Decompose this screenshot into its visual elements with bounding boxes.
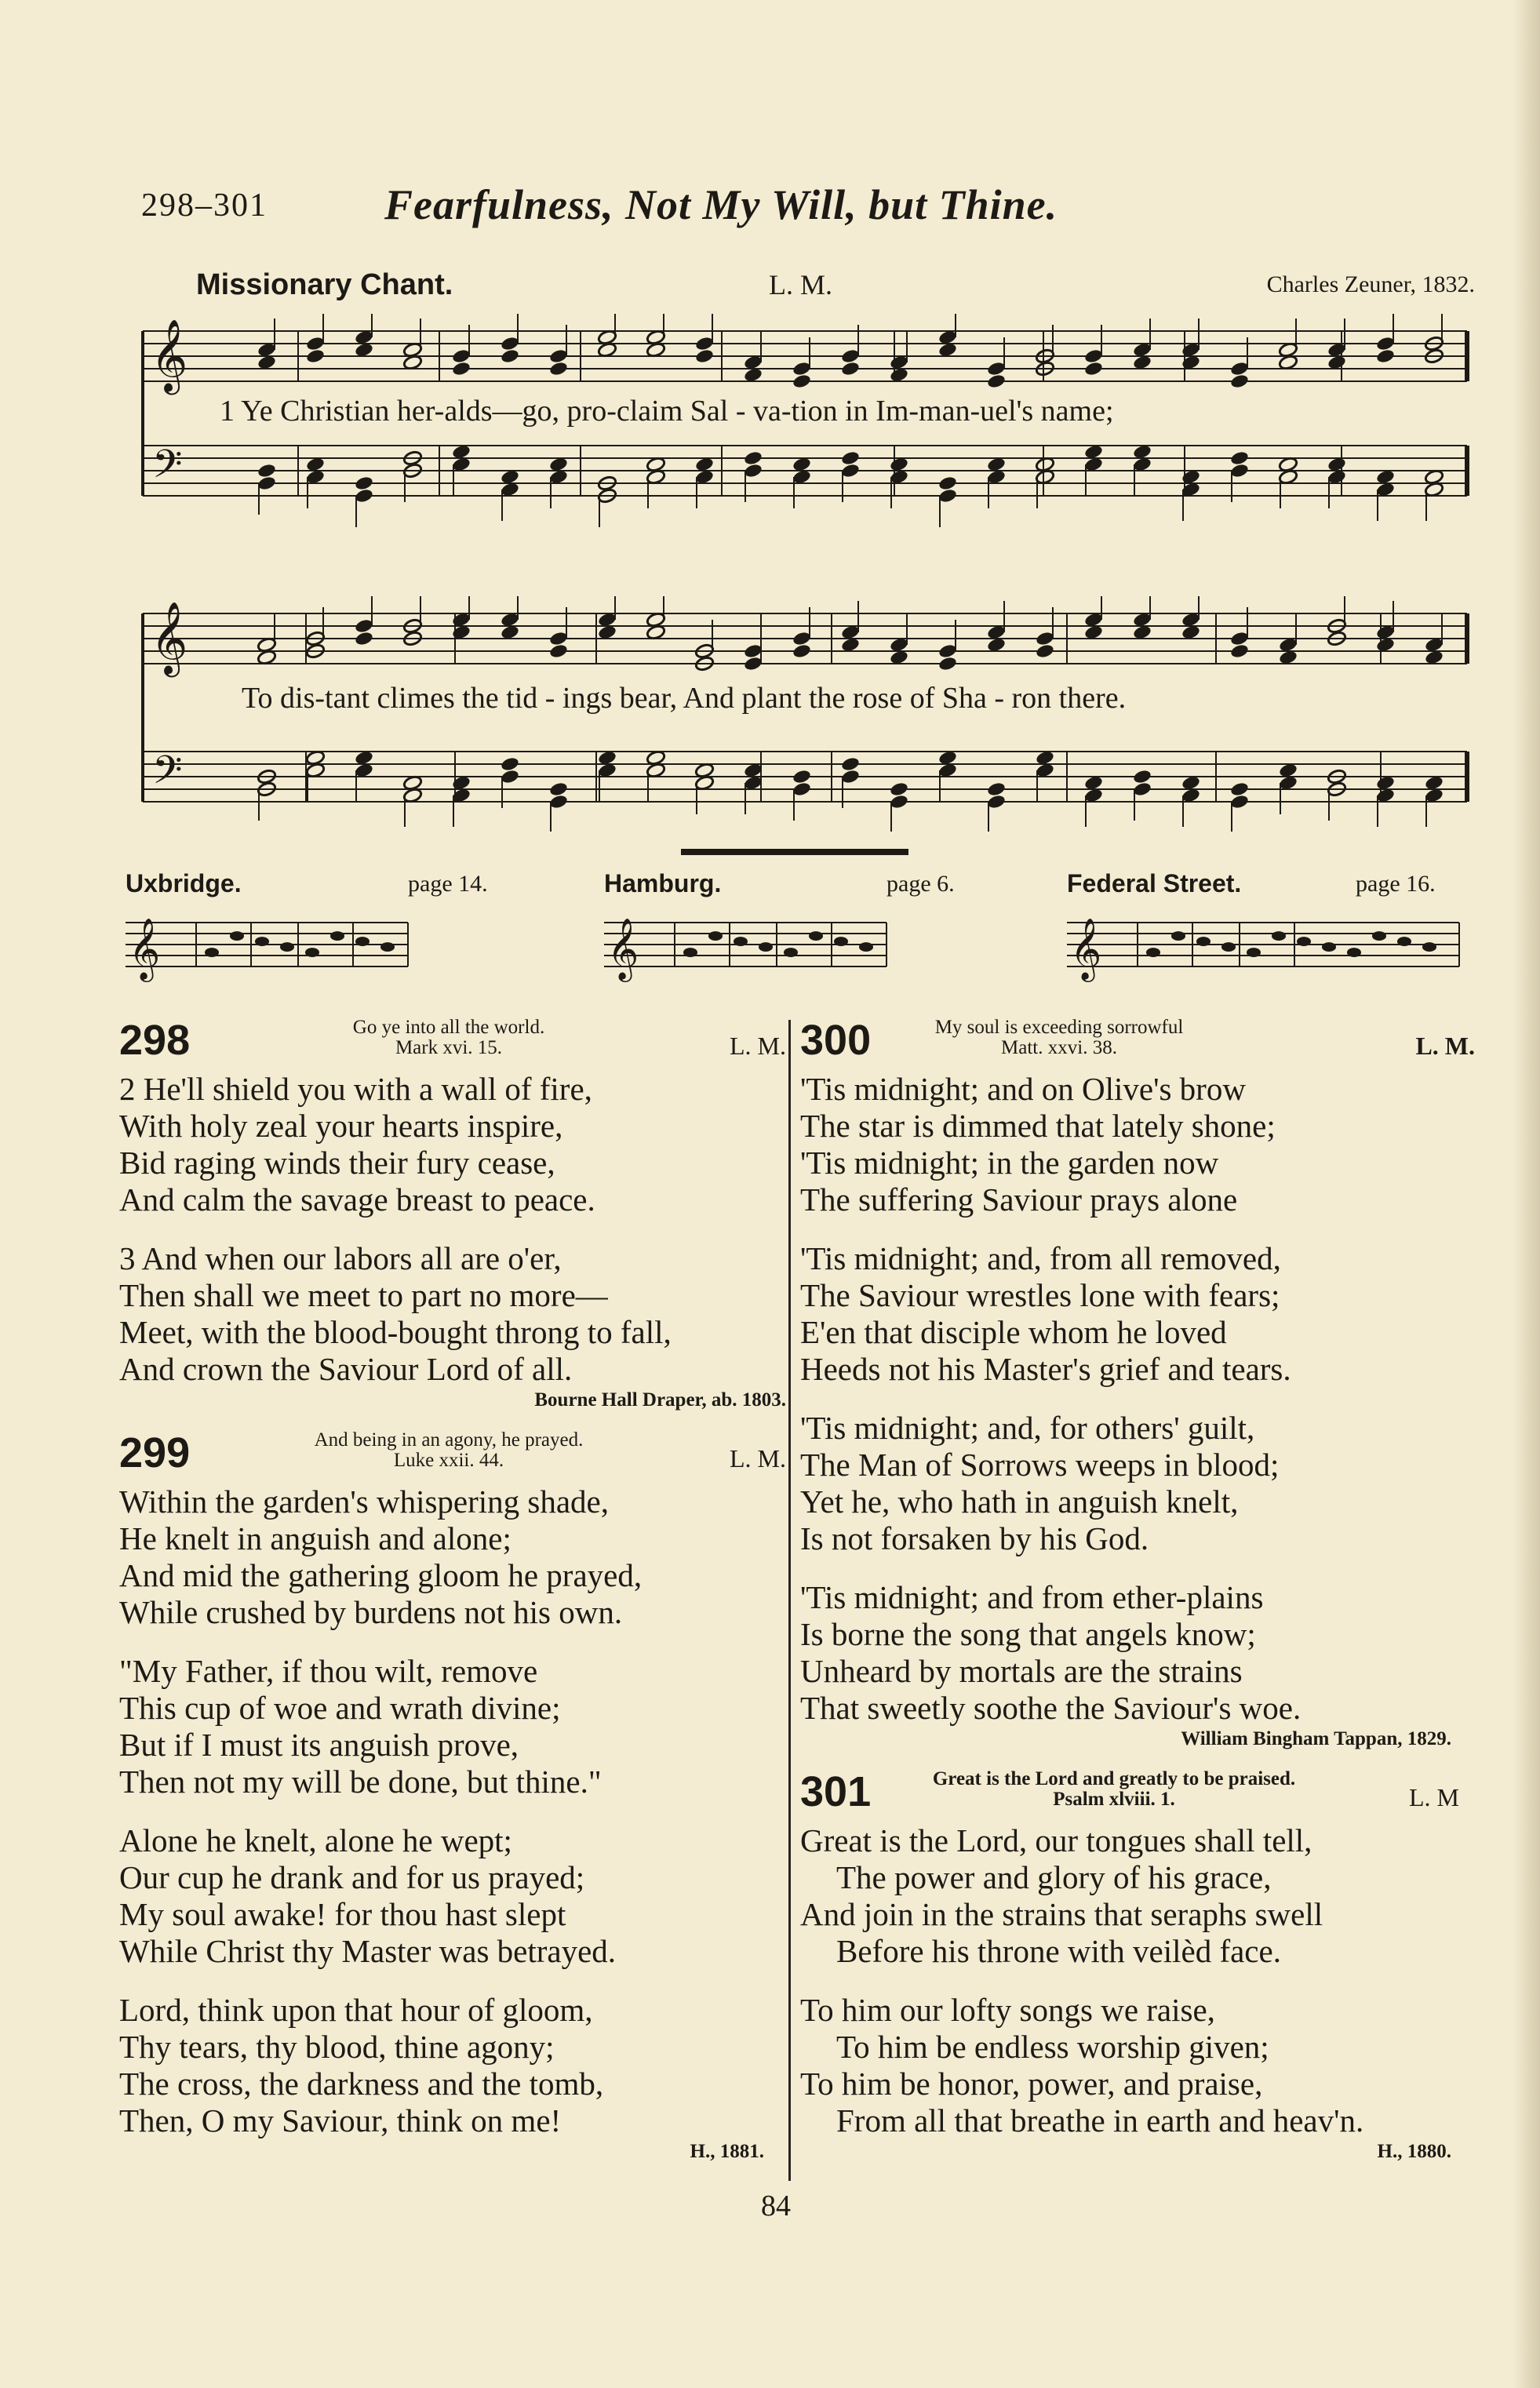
tune-info xyxy=(196,268,1475,308)
verse-line: The Man of Sorrows weeps in blood; xyxy=(800,1447,1280,1483)
hymn-header xyxy=(119,1016,786,1071)
verse-line: Is not forsaken by his God. xyxy=(800,1520,1149,1556)
hymn-meter: L. M. xyxy=(1415,1032,1475,1060)
hymn-number: 300 xyxy=(800,1017,872,1064)
section-rule xyxy=(681,849,908,855)
verse-line: The Saviour wrestles lone with fears; xyxy=(800,1277,1280,1313)
hymn-number: 301 xyxy=(800,1768,872,1815)
verse-line: That sweetly soothe the Saviour's woe. xyxy=(800,1690,1302,1726)
verse-line: From all that breathe in earth and heav'n. xyxy=(836,2102,1364,2139)
hymn-header xyxy=(800,1767,1475,1822)
hymn-meter: L. M. xyxy=(730,1444,786,1472)
hymn-author: H., 1881. xyxy=(690,2141,764,2162)
scripture-note xyxy=(918,1017,1200,1058)
hymn-header xyxy=(119,1429,786,1483)
verse-line: Yet he, who hath in anguish knelt, xyxy=(800,1483,1239,1520)
scripture-note xyxy=(308,1017,590,1058)
verse-line: Heeds not his Master's grief and tears. xyxy=(800,1351,1291,1387)
alt-tune-page: page 14. xyxy=(408,871,488,897)
stanza xyxy=(800,1992,1475,2139)
alt-tune-hamburg xyxy=(604,869,1012,1003)
verse-line: While crushed by burdens not his own. xyxy=(119,1594,623,1630)
verse-line: My soul awake! for thou hast slept xyxy=(119,1896,566,1932)
alt-tune-page: page 16. xyxy=(1356,871,1436,897)
scripture-ref: Matt. xxvi. 38. xyxy=(1001,1037,1117,1058)
hymn-author: William Bingham Tappan, 1829. xyxy=(1181,1728,1451,1749)
hymn-number: 298 xyxy=(119,1017,191,1064)
stanza xyxy=(800,1410,1475,1557)
lyrics-line-1: 1 Ye Christian her-alds—go, pro-claim Sal - va-tion in Im-man-uel's name; xyxy=(220,395,1114,428)
section-title: Fearfulness, Not My Will, but Thine. xyxy=(384,181,1058,228)
music-system-2 xyxy=(141,596,1475,832)
hymn-range: 298–301 xyxy=(141,187,268,224)
alt-tune-federal-street xyxy=(1067,869,1475,1003)
verse-line: 'Tis midnight; in the garden now xyxy=(800,1145,1219,1181)
verse-line: And calm the savage breast to peace. xyxy=(119,1181,595,1218)
verse-line: Lord, think upon that hour of gloom, xyxy=(119,1992,593,2028)
hymn-author: Bourne Hall Draper, ab. 1803. xyxy=(534,1389,786,1411)
verse-line: The suffering Saviour prays alone xyxy=(800,1181,1238,1218)
verse-line: Our cup he drank and for us prayed; xyxy=(119,1859,585,1895)
svg-text:𝄞: 𝄞 xyxy=(151,319,188,391)
scripture-text: My soul is exceeding sorrowful xyxy=(934,1017,1184,1038)
verse-line: "My Father, if thou wilt, remove xyxy=(119,1653,538,1689)
hymn-meter: L. M xyxy=(1409,1783,1459,1811)
page-number: 84 xyxy=(761,2190,791,2222)
verse-line: To him be honor, power, and praise, xyxy=(800,2066,1263,2102)
scripture-ref: Psalm xlviii. 1. xyxy=(1053,1789,1175,1810)
verse-line: Then shall we meet to part no more— xyxy=(119,1277,608,1313)
svg-text:𝄞: 𝄞 xyxy=(1070,918,1102,980)
alt-tune-staff xyxy=(126,907,533,993)
page-header xyxy=(141,182,1475,245)
stanza xyxy=(800,1240,1475,1388)
verse-line: Is borne the song that angels know; xyxy=(800,1616,1256,1652)
scripture-note xyxy=(308,1430,590,1471)
svg-text:𝄞: 𝄞 xyxy=(607,918,639,980)
svg-text:𝄢: 𝄢 xyxy=(152,442,183,497)
verse-line: And mid the gathering gloom he prayed, xyxy=(119,1557,643,1593)
verse-line: Bid raging winds their fury cease, xyxy=(119,1145,555,1181)
stanza xyxy=(119,1822,786,1970)
alt-tune-name: Hamburg. xyxy=(604,869,722,897)
staff-system-1-svg xyxy=(141,314,1475,549)
verse-line: 2 He'll shield you with a wall of fire, xyxy=(119,1071,592,1107)
scripture-ref: Mark xvi. 15. xyxy=(395,1037,503,1058)
column-divider xyxy=(788,1020,791,2181)
verse-line: With holy zeal your hearts inspire, xyxy=(119,1108,563,1144)
left-column xyxy=(119,1016,786,2180)
alternate-tunes xyxy=(126,869,1475,1010)
hymn-299 xyxy=(119,1429,786,2163)
verse-line: The cross, the darkness and the tomb, xyxy=(119,2066,604,2102)
stanza xyxy=(119,1653,786,1800)
verse-line: Then not my will be done, but thine." xyxy=(119,1764,602,1800)
stanza xyxy=(119,1483,786,1631)
svg-text:𝄞: 𝄞 xyxy=(151,601,188,674)
verse-line: He knelt in anguish and alone; xyxy=(119,1520,512,1556)
verse-line: 'Tis midnight; and on Olive's brow xyxy=(800,1071,1246,1107)
alt-tune-page: page 6. xyxy=(887,871,955,897)
scripture-text: And being in an agony, he prayed. xyxy=(314,1429,584,1451)
verse-line: Unheard by mortals are the strains xyxy=(800,1653,1243,1689)
verse-line: Meet, with the blood-bought throng to fall, xyxy=(119,1314,672,1350)
stanza xyxy=(800,1071,1475,1218)
verse-line: While Christ thy Master was betrayed. xyxy=(119,1933,617,1969)
hymn-298 xyxy=(119,1016,786,1411)
tune-name: Missionary Chant. xyxy=(196,268,453,301)
verse-line: The power and glory of his grace, xyxy=(836,1859,1272,1895)
scripture-text: Great is the Lord and greatly to be praised. xyxy=(932,1768,1296,1789)
alt-tune-uxbridge xyxy=(126,869,533,1003)
verse-line: And join in the strains that seraphs swell xyxy=(800,1896,1323,1932)
verse-line: The star is dimmed that lately shone; xyxy=(800,1108,1276,1144)
stanza xyxy=(119,1240,786,1388)
hymn-300 xyxy=(800,1016,1475,1750)
verse-line: To him be endless worship given; xyxy=(836,2029,1269,2065)
verse-line: 'Tis midnight; and, for others' guilt, xyxy=(800,1410,1255,1446)
verse-line: Then, O my Saviour, think on me! xyxy=(119,2102,562,2139)
verse-line: This cup of woe and wrath divine; xyxy=(119,1690,561,1726)
stanza xyxy=(800,1579,1475,1727)
verse-line: Great is the Lord, our tongues shall tell, xyxy=(800,1822,1312,1858)
stanza xyxy=(800,1822,1475,1970)
scripture-note xyxy=(879,1769,1349,1810)
tune-composer: Charles Zeuner, 1832. xyxy=(1266,271,1475,297)
hymn-meter: L. M. xyxy=(730,1032,786,1060)
stanza xyxy=(119,1992,786,2139)
hymn-301 xyxy=(800,1767,1475,2163)
alt-tune-staff xyxy=(1067,907,1475,993)
verse-line: Within the garden's whispering shade, xyxy=(119,1483,610,1520)
verse-line: Thy tears, thy blood, thine agony; xyxy=(119,2029,555,2065)
stanza xyxy=(119,1071,786,1218)
verse-line: 'Tis midnight; and, from all removed, xyxy=(800,1240,1281,1276)
verse-line: 3 And when our labors all are o'er, xyxy=(119,1240,562,1276)
right-column xyxy=(800,1016,1475,2180)
verse-line: But if I must its anguish prove, xyxy=(119,1727,519,1763)
scripture-ref: Luke xxii. 44. xyxy=(393,1450,504,1471)
verse-line: Alone he knelt, alone he wept; xyxy=(119,1822,512,1858)
verse-line: Before his throne with veilèd face. xyxy=(836,1933,1281,1969)
hymn-author: H., 1880. xyxy=(1377,2141,1451,2162)
alt-tune-name: Uxbridge. xyxy=(126,869,242,897)
alt-tune-staff xyxy=(604,907,1012,993)
verse-line: 'Tis midnight; and from ether-plains xyxy=(800,1579,1264,1615)
hymn-header xyxy=(800,1016,1475,1071)
music-system-1 xyxy=(141,314,1475,549)
tune-meter: L. M. xyxy=(769,269,832,300)
svg-text:𝄢: 𝄢 xyxy=(152,748,183,803)
verse-line: To him our lofty songs we raise, xyxy=(800,1992,1215,2028)
verse-line: E'en that disciple whom he loved xyxy=(800,1314,1227,1350)
hymn-number: 299 xyxy=(119,1429,191,1476)
scripture-text: Go ye into all the world. xyxy=(352,1017,545,1038)
svg-text:𝄞: 𝄞 xyxy=(129,918,161,980)
page-spine-shadow xyxy=(1513,0,1540,2388)
lyrics-line-2: To dis-tant climes the tid - ings bear, And plant the rose of Sha - ron there. xyxy=(242,682,1127,715)
verse-line: And crown the Saviour Lord of all. xyxy=(119,1351,573,1387)
alt-tune-name: Federal Street. xyxy=(1067,869,1242,897)
